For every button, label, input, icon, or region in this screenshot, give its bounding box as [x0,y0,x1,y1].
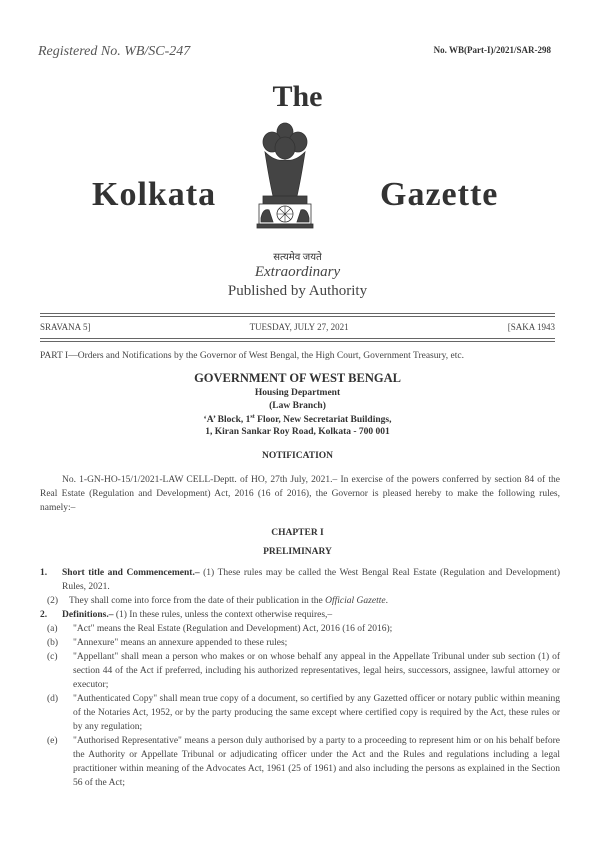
masthead-gazette: Gazette [380,176,499,213]
definition-text: "Act" means the Real Estate (Regulation and Development) Act, 2016 (16 of 2016); [73,624,393,634]
rule-text: (1) In these rules, unless the context otherwise requires,– [113,610,333,620]
sub-text-end: . [385,596,388,606]
published-by-authority: Published by Authority [227,283,368,299]
rule-1-sub-2 [40,594,560,608]
rule-number: 2. [40,610,48,620]
dateline-left: SRAVANA 5] [40,322,91,332]
rule-number: 1. [40,568,48,578]
emblem-motto: सत्यमेव जयते [273,252,322,263]
state-emblem-icon [253,118,317,248]
rule-2 [40,608,560,622]
divider [40,316,555,317]
divider [40,338,555,339]
definition-text: "Appellant" shall mean a person who makes or on whose behalf any appeal in the Appellate Tribunal under sub section (1) of section 44 of the Act if preferred, including his authorized representatives, legal heirs, successors, assignee, lawful attorney or executor; [73,652,560,690]
rules-body [40,566,560,790]
official-gazette-italic: Official Gazette [325,596,386,606]
definition-label: (d) [47,694,59,704]
definition-item [40,636,560,650]
definition-label: (c) [47,652,58,662]
definition-text: "Annexure" means an annexure appended to these rules; [73,638,288,648]
divider [40,341,555,342]
definition-label: (a) [47,624,58,634]
definition-item [40,734,560,790]
branch-name: (Law Branch) [269,401,326,411]
dateline [40,322,555,332]
dateline-center: TUESDAY, JULY 27, 2021 [249,322,349,332]
chapter-number: CHAPTER I [271,528,324,538]
gazette-reference-number: No. WB(Part-I)/2021/SAR-298 [433,45,551,55]
definition-item [40,692,560,734]
definition-item [40,622,560,636]
definition-item [40,650,560,692]
part-heading: PART I—Orders and Notifications by the Governor of West Bengal, the High Court, Government Treasury, etc. [40,351,464,361]
masthead-the: The [272,80,323,113]
notification-heading: NOTIFICATION [261,451,334,461]
office-address-line-2: 1, Kiran Sankar Roy Road, Kolkata - 700 001 [205,427,390,437]
rule-1 [40,566,560,594]
divider [40,313,555,314]
preamble-text: No. 1-GN-HO-15/1/2021-LAW CELL-Deptt. of HO, 27th July, 2021.– In exercise of the powers conferred by section 84 of the Real Estate (Regulation and Development) Act, 2016 (16 of 2016), the Governor is pleased hereby to make the following rules, namely:– [40,475,560,513]
extraordinary-label: Extraordinary [254,264,341,280]
rule-heading: Short title and Commencement.– [62,568,200,578]
rule-heading: Definitions.– [62,610,114,620]
preamble [40,473,560,515]
sub-text: They shall come into force from the date of their publication in the [69,596,326,606]
rule-text: (1) These rules may be called the West Bengal Real Estate (Regulation and Development) Rules, 2021. [62,568,560,592]
sub-label: (2) [47,596,59,606]
government-title: GOVERNMENT OF WEST BENGAL [194,371,401,385]
definition-text: "Authorised Representative" means a person duly authorised by a party to a proceeding to represent him or on his behalf before the Authority or Appellate Tribunal or adjudicating officer under the Act and the Rules and regulations including a legal practitioner within meaning of the Advocates Act, 1961 (25 of 1961) and also including the persons as explained in the Section 56 of the Act; [73,736,560,788]
chapter-title: PRELIMINARY [263,547,332,557]
dateline-right: [SAKA 1943 [507,322,555,332]
office-address-line-1: ‘A’ Block, 1st Floor, New Secretariat Buildings, [203,414,392,426]
definition-text: "Authenticated Copy" shall mean true copy of a document, so certified by any Gazetted officer or notary public within meaning of the Notaries Act, 1952, or by the party producing the same except where certified copy is required by the Act, these rules or by any regulation; [73,694,560,732]
masthead-kolkata: Kolkata [92,176,217,213]
registered-number: Registered No. WB/SC-247 [38,44,191,59]
definition-label: (b) [47,638,59,648]
definition-label: (e) [47,736,58,746]
department-name: Housing Department [254,388,341,398]
